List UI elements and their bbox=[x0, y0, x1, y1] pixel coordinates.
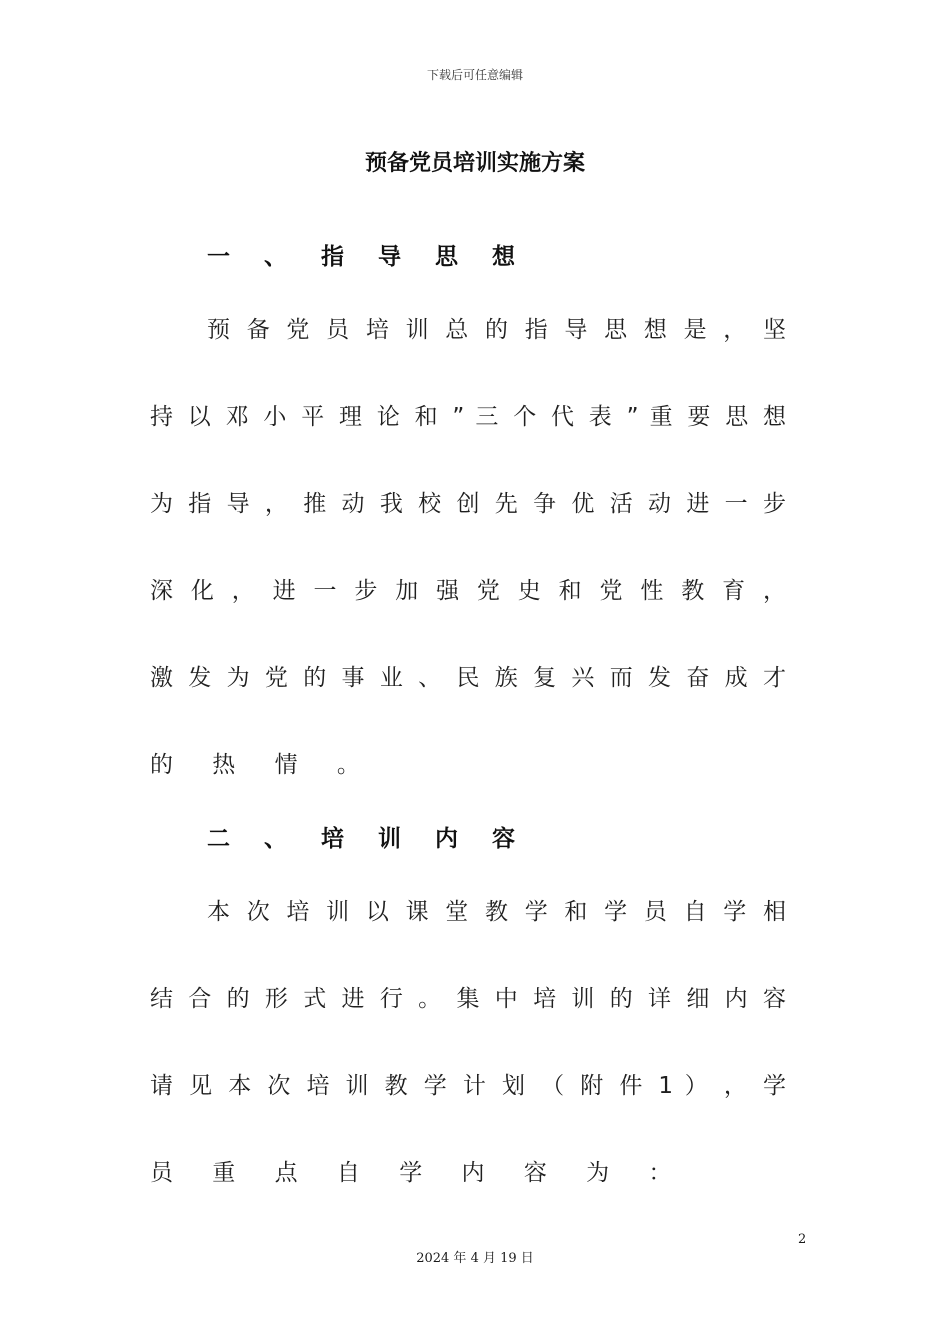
header-note: 下载后可任意编辑 bbox=[426, 68, 523, 82]
paragraph-line: 结 合 的 形 式 进 行 。 集 中 培 训 的 详 细 内 容 bbox=[150, 986, 786, 1012]
footer-date: 2024 年 4 月 19 日 bbox=[416, 1251, 534, 1266]
section-heading-2: 二 、 培 训 内 容 bbox=[207, 826, 529, 852]
paragraph-line: 的 热 情 。 bbox=[150, 752, 376, 778]
paragraph-line: 请 见 本 次 培 训 教 学 计 划 （ 附 件 1 ） ， 学 bbox=[150, 1073, 786, 1099]
paragraph-line: 为 指 导 ， 推 动 我 校 创 先 争 优 活 动 进 一 步 bbox=[150, 491, 786, 517]
paragraph-line: 激 发 为 党 的 事 业 、 民 族 复 兴 而 发 奋 成 才 bbox=[150, 665, 786, 691]
paragraph-line: 持 以 邓 小 平 理 论 和 ” 三 个 代 表 ” 重 要 思 想 bbox=[150, 404, 786, 430]
page-number: 2 bbox=[798, 1232, 807, 1247]
paragraph-line: 预 备 党 员 培 训 总 的 指 导 思 想 是 ， 坚 bbox=[207, 317, 786, 343]
section-heading-1: 一 、 指 导 思 想 bbox=[207, 244, 529, 270]
paragraph-line: 深 化 ， 进 一 步 加 强 党 史 和 党 性 教 育 ， bbox=[150, 578, 786, 604]
paragraph-line: 员 重 点 自 学 内 容 为 ： bbox=[150, 1160, 688, 1186]
document-title: 预备党员培训实施方案 bbox=[364, 151, 585, 176]
paragraph-line: 本 次 培 训 以 课 堂 教 学 和 学 员 自 学 相 bbox=[207, 899, 786, 925]
